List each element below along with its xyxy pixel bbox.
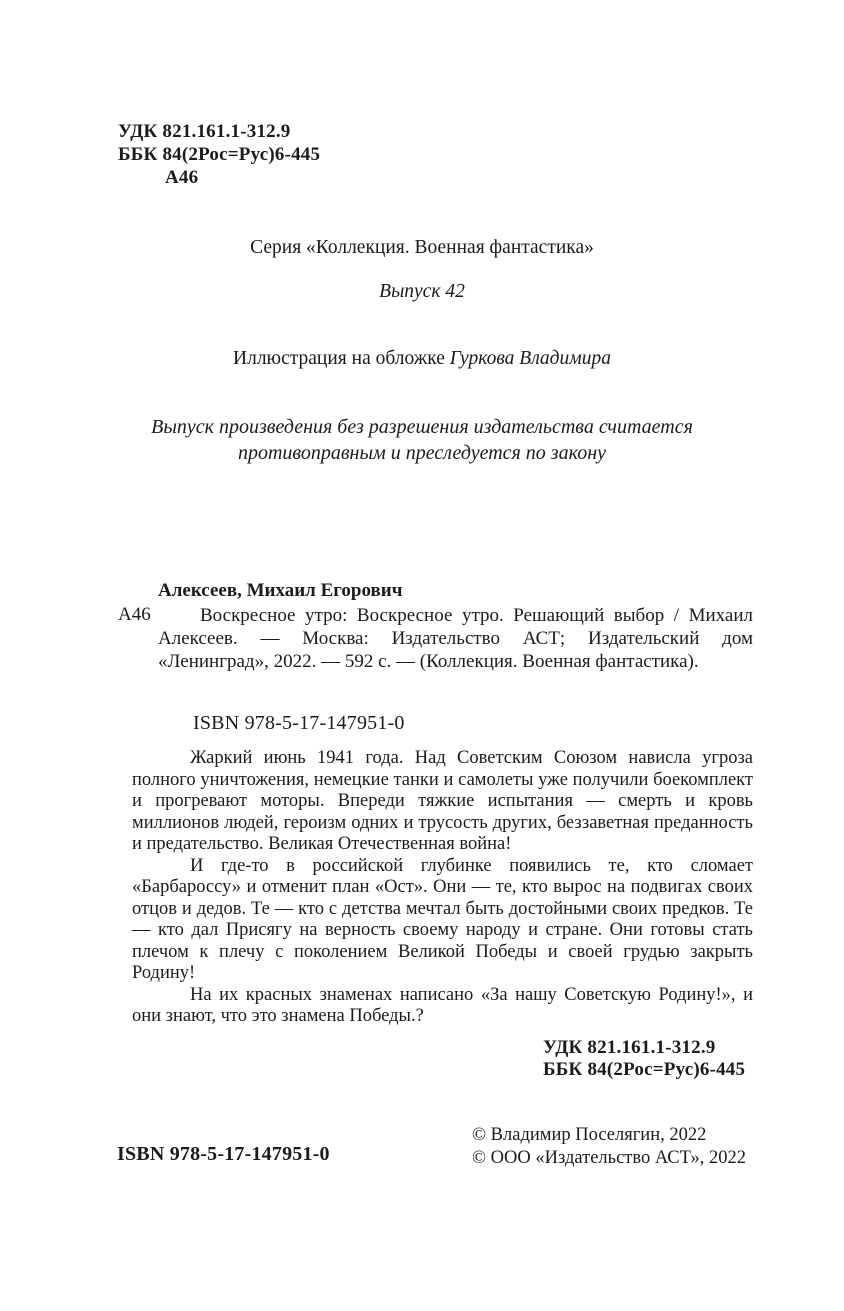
series-issue-number: Выпуск 42	[379, 281, 465, 302]
bottom-classification-codes	[543, 1037, 745, 1081]
bbk-code: ББК 84(2Рос=Рус)6-445	[118, 144, 321, 165]
annotation-block	[132, 748, 753, 1028]
series-title: Серия «Коллекция. Военная фантастика»	[250, 237, 594, 258]
copyright-disclaimer	[0, 414, 844, 466]
annotation-paragraph: Жаркий июнь 1941 года. Над Советским Союзом нависла угроза полного уничтожения, немецкие танки и самолеты уже получили боекомплект и прогревают моторы. Впереди тяжкие испытания — смерть и кровь миллионов людей, героизм одних и трусость других, беззаветная преданность и предательство. Великая Отечественная война!	[132, 748, 753, 854]
cover-illustration-credit	[0, 348, 844, 370]
author-sign-code: А46	[165, 167, 199, 188]
copyright-author-line: © Владимир Поселягин, 2022	[472, 1125, 707, 1145]
bibliographic-author: Алексеев, Михаил Егорович	[158, 580, 403, 601]
copyright-publisher-line: © ООО «Издательство АСТ», 2022	[472, 1148, 746, 1168]
top-classification-codes	[118, 120, 320, 189]
cover-illustration-artist: Гуркова Владимира	[449, 348, 611, 369]
footer-isbn-number: ISBN 978-5-17-147951-0	[117, 1143, 330, 1165]
bibliographic-record: Воскресное утро: Воскресное утро. Решающий выбор / Михаил Алексеев. — Москва: Издательство АСТ; Издательский дом «Ленинград», 2022. — 592 с. — (Коллекция. Военная фантастика).	[158, 605, 753, 672]
udk-code: УДК 821.161.1-312.9	[118, 121, 291, 142]
copyright-disclaimer-line1: Выпуск произведения без разрешения издательства считается	[151, 416, 693, 438]
copyright-disclaimer-line2: противоправным и преследуется по закону	[237, 442, 607, 464]
copyright-notices	[472, 1124, 746, 1170]
cover-illustration-label: Иллюстрация на обложке	[233, 348, 450, 369]
isbn-number: ISBN 978-5-17-147951-0	[193, 712, 405, 734]
bibliographic-margin-code: А46	[118, 604, 151, 625]
udk-code-bottom: УДК 821.161.1-312.9	[543, 1037, 716, 1058]
bbk-code-bottom: ББК 84(2Рос=Рус)6-445	[543, 1059, 746, 1080]
annotation-paragraph: На их красных знаменах написано «За нашу Советскую Родину!», и они знают, что это знамена Победы.?	[132, 984, 753, 1026]
annotation-paragraph: И где-то в российской глубинке появились те, кто сломает «Барбароссу» и отменит план «Ост». Они — те, кто вырос на подвигах своих отцов и дедов. Те — кто с детства мечтал быть достойными своих предков. Те — кто дал Присягу на верность своему народу и стране. Они готовы стать плечом к плечу с поколением Великой Победы и своей грудью закрыть Родину!	[132, 855, 753, 983]
